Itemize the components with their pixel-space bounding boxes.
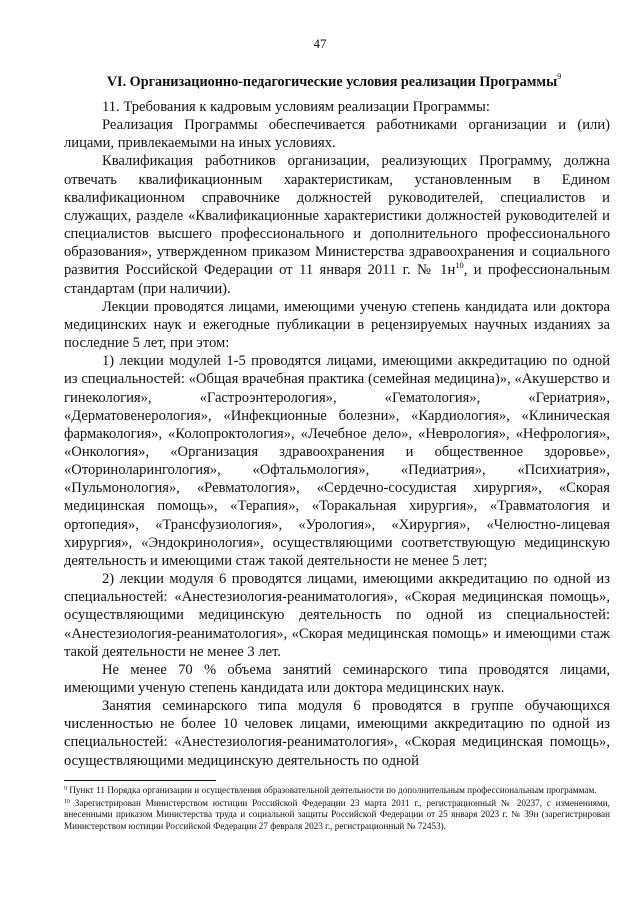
- paragraph-seminars-module-6: Занятия семинарского типа модуля 6 проводятся в группе обучающихся численностью не более 10 человек лицами, имеющими аккредитацию по одной из специальностей: «Анестезиология-реаниматология», «Скорая медицинская помощь», осуществляющими медицинскую деятельность по одной: [64, 698, 610, 769]
- paragraph-lectures: Лекции проводятся лицами, имеющими ученую степень кандидата или доктора медицинских наук и ежегодные публикации в рецензируемых научных изданиях за последние 5 лет, при этом:: [64, 298, 610, 352]
- paragraph-qualification: [64, 152, 610, 297]
- paragraph-staffing-requirements: 11. Требования к кадровым условиям реализации Программы:: [102, 99, 490, 115]
- qualification-text: Квалификация работников организации, реализующих Программу, должна отвечать квалификационным характеристикам, установленным в Едином квалификационном справочнике должностей руководителей, специалистов и служащих, разделе «Квалификационные характеристики должностей руководителей и специалистов высшего профессионального и дополнительного профессионального образования», утвержденном приказом Министерства здравоохранения и социального развития Российской Федерации от 11 января 2011 г. № 1н: [64, 153, 610, 279]
- footnote-text: Пункт 11 Порядка организации и осуществления образовательной деятельности по дополнительным профессиональным программам.: [69, 785, 597, 795]
- footnote-text: Зарегистрирован Министерством юстиции Российской Федерации 23 марта 2011 г., регистрационный № 20237, с изменениями, внесенными приказом Министерства труда и социальной защиты Российской Федерации от 25 января 2023 г. № 39н (зарегистрирован Министерством юстиции Российской Федерации 27 февраля 2023 г., регистрационный № 72453).: [64, 797, 610, 831]
- footnote-10: [64, 798, 610, 833]
- section-heading-text: VI. Организационно-педагогические условия реализации Программы: [106, 74, 558, 90]
- paragraph-lectures-module-6: 2) лекции модуля 6 проводятся лицами, имеющими аккредитацию по одной из специальностей: «Анестезиология-реаниматология», «Скорая медицинская помощь», осуществляющими медицинскую деятельность по одной из специальностей: «Анестезиология-реаниматология», «Скорая медицинская помощь» и имеющими стаж такой деятельности не менее 3 лет.: [64, 571, 610, 660]
- page-number: 47: [313, 36, 327, 51]
- footnotes: [64, 785, 610, 833]
- paragraph-lectures-modules-1-5: 1) лекции модулей 1-5 проводятся лицами, имеющими аккредитацию по одной из специальностей: «Общая врачебная практика (семейная медицина)», «Акушерство и гинекология», «Гастроэнтерология», «Гематология», «Гериатрия», «Дерматовенерология», «Инфекционные болезни», «Кардиология», «Клиническая фармакология», «Колопроктология», «Лечебное дело», «Неврология», «Нефрология», «Онкология», «Организация здравоохранения и общественное здоровье», «Оториноларингология», «Офтальмология», «Педиатрия», «Психиатрия», «Пульмонология», «Ревматология», «Сердечно-сосудистая хирургия», «Скорая медицинская помощь», «Терапия», «Торакальная хирургия», «Травматология и ортопедия», «Трансфузиология», «Урология», «Хирургия», «Челюстно-лицевая хирургия», «Эндокринология», осуществляющими соответствующую медицинскую деятельность и имеющими стаж такой деятельности не менее 5 лет;: [64, 353, 610, 569]
- paragraph-program-implementation: Реализация Программы обеспечивается работниками организации и (или) лицами, привлекаемыми на иных условиях.: [64, 117, 610, 152]
- footnote-9: [64, 785, 610, 797]
- footnote-number: 9: [64, 786, 67, 792]
- section-heading: [64, 68, 604, 91]
- footnote-number: 10: [64, 798, 70, 805]
- footnote-ref-9: 9: [557, 72, 562, 81]
- qualification-text-end: , и профессиональным стандартам (при наличии).: [64, 262, 610, 297]
- footnote-ref-10: 10: [455, 260, 464, 271]
- footnote-divider: [64, 780, 216, 781]
- paragraph-seminars-share: Не менее 70 % объема занятий семинарского типа проводятся лицами, имеющими ученую степень кандидата или доктора медицинских наук.: [64, 661, 610, 696]
- body-text: [64, 98, 610, 770]
